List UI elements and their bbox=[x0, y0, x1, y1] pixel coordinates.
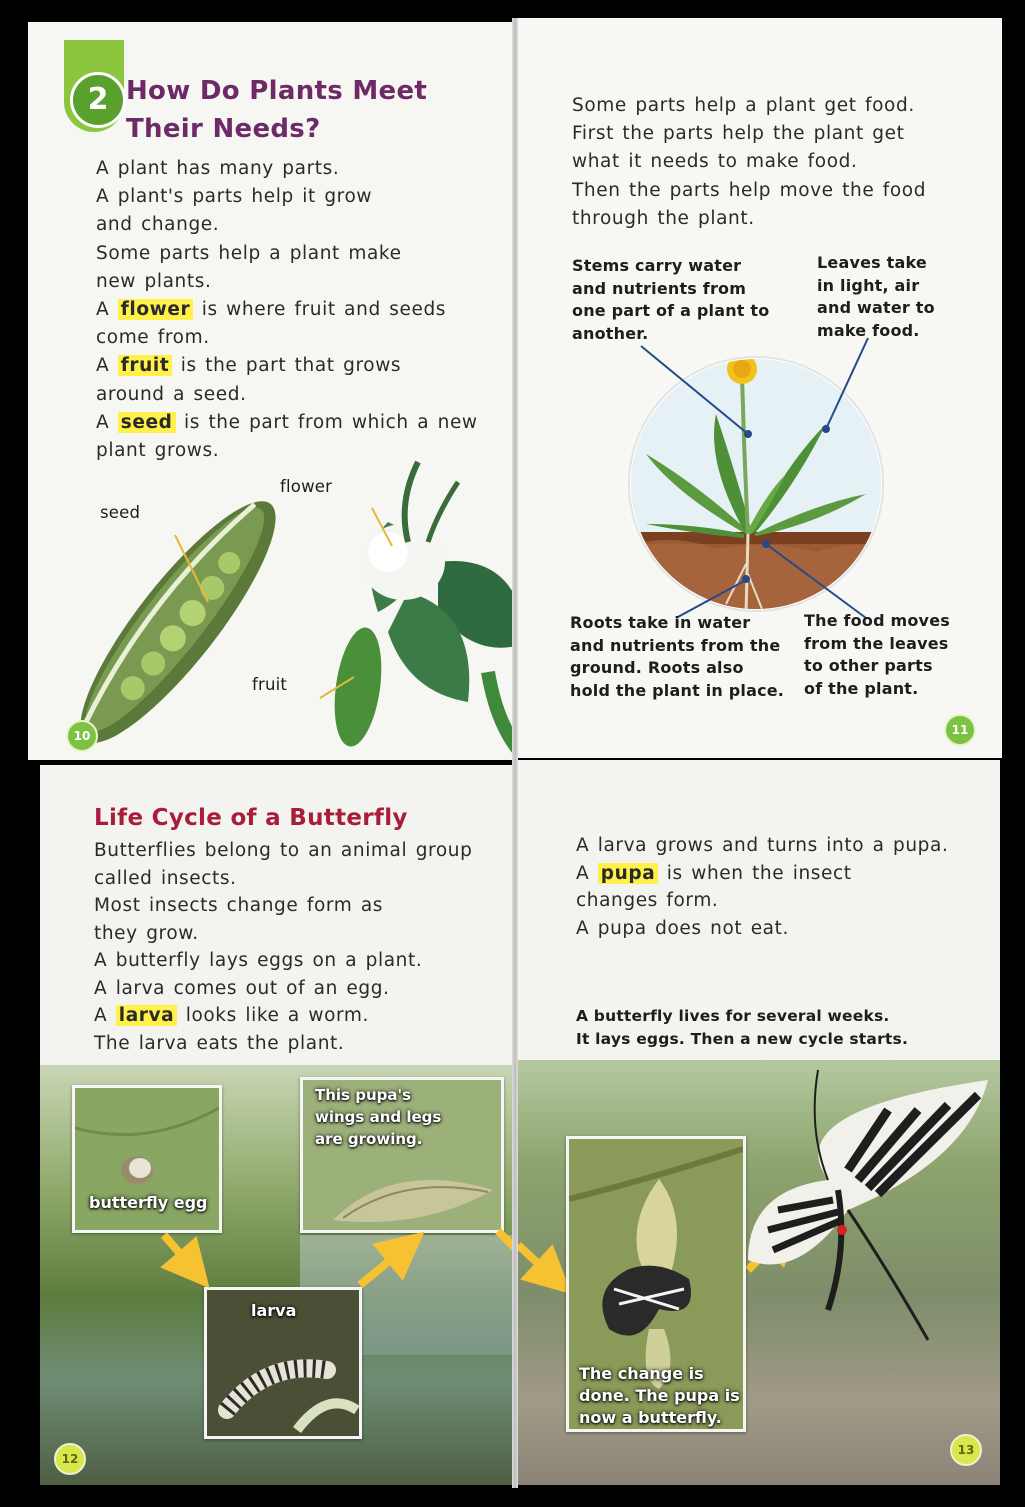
egg-label: butterfly egg bbox=[89, 1193, 208, 1212]
text-line: Some parts help a plant make bbox=[96, 242, 402, 264]
chapter-number: 2 bbox=[70, 72, 126, 128]
stems-caption: Stems carry water and nutrients from one part of a plant to another. bbox=[572, 256, 770, 343]
text-line: Then the parts help move the food bbox=[572, 179, 927, 201]
text-line: through the plant. bbox=[572, 207, 755, 229]
highlight-fruit: fruit bbox=[118, 355, 173, 376]
text-line: Most insects change form as bbox=[94, 895, 384, 916]
text-line: around a seed. bbox=[96, 383, 247, 405]
text-line: The larva eats the plant. bbox=[94, 1032, 345, 1054]
page-11 bbox=[516, 18, 1002, 758]
highlight-larva: larva bbox=[116, 1005, 178, 1026]
roots-caption: Roots take in water and nutrients from the ground. Roots also hold the plant in place. bbox=[570, 613, 785, 700]
title-line-1: How Do Plants Meet bbox=[126, 76, 428, 106]
page-number: 10 bbox=[66, 720, 98, 752]
page-13 bbox=[518, 760, 1000, 1485]
page-number: 13 bbox=[950, 1434, 982, 1466]
change-label: The change is done. The pupa is now a butterfly. bbox=[579, 1364, 740, 1427]
body-text bbox=[96, 155, 478, 465]
text-line: Some parts help a plant get food. bbox=[572, 95, 915, 116]
cycle-caption: A butterfly lives for several weeks. It lays eggs. Then a new cycle starts. bbox=[576, 1007, 909, 1048]
text-line: Butterflies belong to an animal group bbox=[94, 840, 473, 861]
larva-label: larva bbox=[251, 1301, 297, 1320]
text-line: A larva comes out of an egg. bbox=[94, 977, 390, 999]
seed-definition: A seed is the part from which a new bbox=[96, 411, 478, 433]
text-line: come from. bbox=[96, 327, 210, 349]
chrysalis-photo bbox=[566, 1136, 746, 1432]
page-number: 11 bbox=[944, 714, 976, 746]
text-line: and change. bbox=[96, 214, 220, 236]
title-line-2: Their Needs? bbox=[126, 114, 321, 144]
life-cycle-title: Life Cycle of a Butterfly bbox=[94, 805, 408, 831]
food-caption: The food moves from the leaves to other parts of the plant. bbox=[804, 611, 950, 698]
highlight-flower: flower bbox=[118, 299, 193, 320]
fruit-definition: A fruit is the part that grows bbox=[96, 355, 402, 377]
leaves-caption: Leaves take in light, air and water to make food. bbox=[817, 253, 935, 340]
label-flower: flower bbox=[280, 477, 333, 496]
text-line: plant grows. bbox=[96, 440, 220, 462]
page-number: 12 bbox=[54, 1443, 86, 1475]
text-line: A pupa does not eat. bbox=[576, 917, 789, 939]
page-10 bbox=[28, 22, 516, 760]
lifecycle-arrows bbox=[40, 765, 518, 1485]
highlight-pupa: pupa bbox=[598, 863, 659, 884]
label-seed: seed bbox=[100, 503, 141, 522]
page-12 bbox=[40, 765, 518, 1485]
text-line: A larva grows and turns into a pupa. bbox=[576, 835, 949, 856]
text-line: A plant has many parts. bbox=[96, 158, 340, 179]
text-line: First the parts help the plant get bbox=[572, 123, 905, 145]
pupa-label: This pupa's wings and legs are growing. bbox=[315, 1086, 442, 1148]
larva-definition: A larva looks like a worm. bbox=[94, 1005, 369, 1026]
label-fruit: fruit bbox=[252, 675, 288, 694]
page-title bbox=[126, 72, 427, 148]
highlight-seed: seed bbox=[118, 412, 176, 433]
text-line: A butterfly lays eggs on a plant. bbox=[94, 950, 423, 971]
book-spine bbox=[512, 18, 518, 1488]
text-line: changes form. bbox=[576, 890, 719, 911]
pupa-definition: A pupa is when the insect bbox=[576, 862, 852, 884]
adult-butterfly-icon bbox=[738, 1070, 1000, 1350]
text-line: A plant's parts help it grow bbox=[96, 186, 373, 208]
text-line: new plants. bbox=[96, 270, 212, 292]
text-line: called insects. bbox=[94, 867, 237, 889]
text-line: they grow. bbox=[94, 922, 199, 944]
text-line: what it needs to make food. bbox=[572, 151, 858, 173]
flower-definition: A flower is where fruit and seeds bbox=[96, 299, 447, 321]
